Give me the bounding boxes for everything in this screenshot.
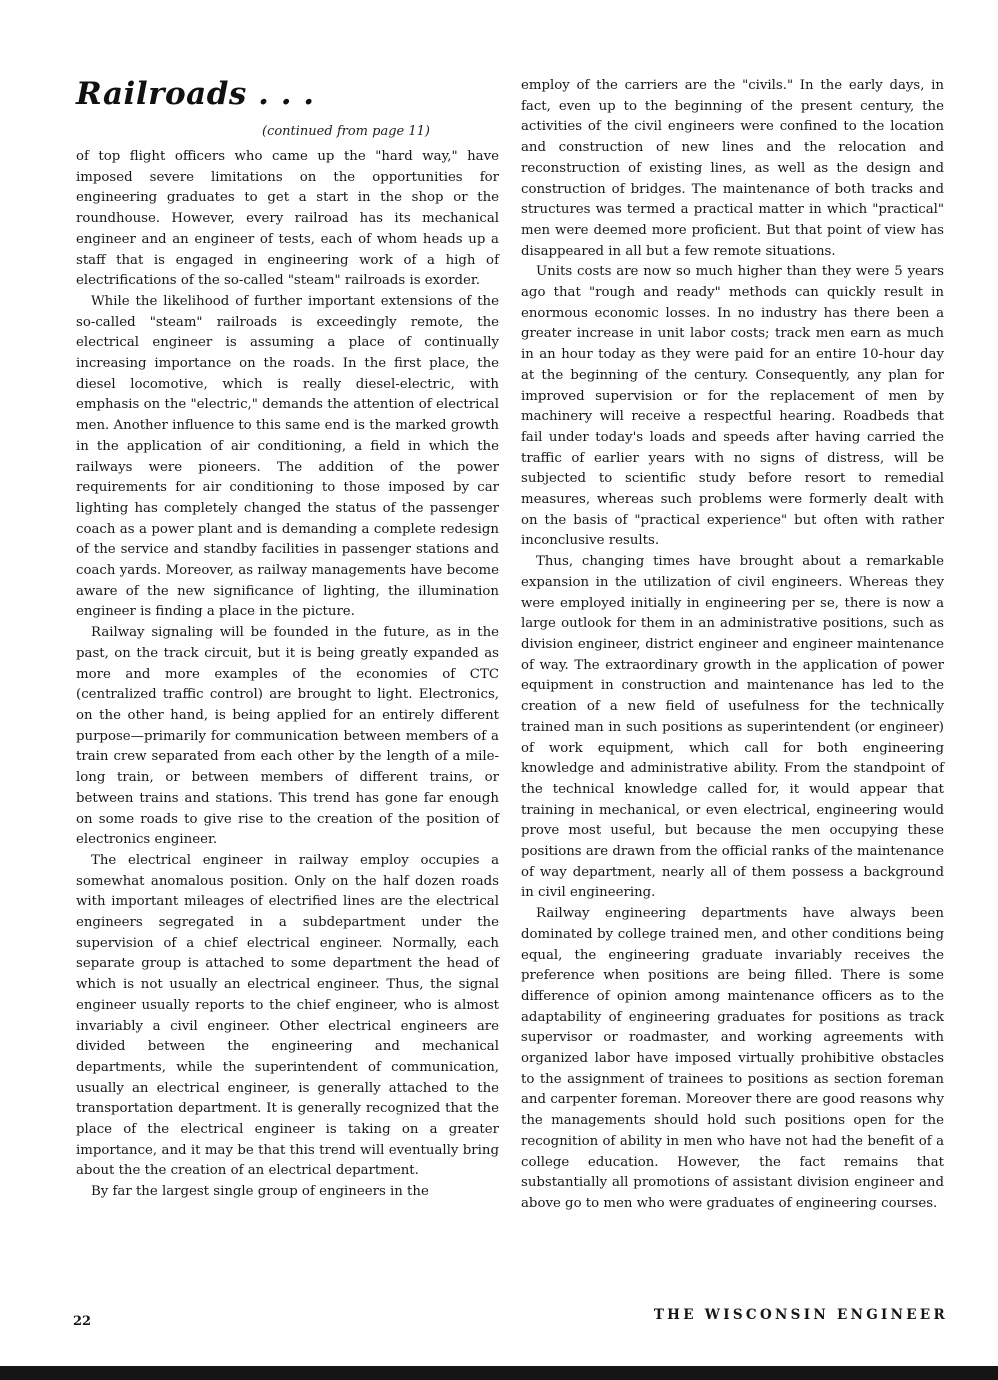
journal-title: THE WISCONSIN ENGINEER xyxy=(653,1307,948,1323)
paragraph: While the likelihood of further important extensions of the so-called "steam" railroads is exceedingly remote, the electrical engineer is assuming a place of continually increasing importance on the roads. In the first place, the diesel locomotive, which is really diesel-electric, with emphasis on the "electric," demands the attention of electrical men. Another influence to this same end is the marked growth in the application of air conditioning, a field in which the railways were pioneers. The addition of the power requirements for air conditioning to those imposed by car lighting has completely changed the status of the passenger coach as a power plant and is demanding a complete redesign of the service and standby facilities in passenger stations and coach yards. Moreover, as railway managements have become aware of the new significance of lighting, the illumination engineer is finding a place in the picture. xyxy=(76,293,499,620)
page-number: 22 xyxy=(73,1314,92,1329)
continued-note: (continued from page 11) xyxy=(262,124,430,139)
paragraph: Railway signaling will be founded in the future, as in the past, on the track circuit, but it is being greatly expanded as more and more examples of the economies of CTC (centralized traffic control) are brought to light. Electronics, on the other hand, is being applied for an entirely different purpose—primarily for communication between members of a train crew separated from each other by the length of a mile-long train, or between members of different trains, or between trains and stations. This trend has gone far enough on some roads to give rise to the creation of the position of electronics engineer. xyxy=(76,625,499,848)
paragraph: of top flight officers who came up the "hard way," have imposed severe limitations on the opportunities for engineering graduates to get a start in the shop or the roundhouse. However, every railroad has its mechanical engineer and an engineer of tests, each of whom heads up a staff that is engaged in engineering work of a high of electrifications of the so-called "steam" railroads is exorder. xyxy=(76,149,499,289)
paragraph: Thus, changing times have brought about a remarkable expansion in the utilization of civil engineers. Whereas they were employed initially in engineering per se, there is now a large outlook for them in an administrative positions, such as division engineer, district engineer and engineer maintenance of way. The extraordinary growth in the application of power equipment in construction and maintenance has led to the creation of a new field of usefulness for the technically trained man in such positions as superintendent (or engineer) of work equipment, which call for both engineering knowledge and administrative ability. From the standpoint of the technical knowledge called for, it would appear that training in mechanical, or even electrical, engineering would prove most useful, but because the men occupying these positions are drawn from the official ranks of the maintenance of way department, nearly all of them possess a background in civil engineering. xyxy=(521,554,944,901)
paragraph: Railway engineering departments have always been dominated by college trained men, and other conditions being equal, the engineering graduate invariably receives the preference when positions are being filled. There is some difference of opinion among maintenance officers as to the adaptability of engineering graduates for positions as track supervisor or roadmaster, and working agreements with organized labor have imposed virtually prohibitive obstacles to the assignment of trainees to positions as section foreman and carpenter foreman. Moreover there are good reasons why the managements should hold such positions open for the recognition of ability in men who have not had the benefit of a college education. However, the fact remains that substantially all promotions of assistant division engineer and above go to men who were graduates of engineering courses. xyxy=(521,906,944,1211)
paragraph: By far the largest single group of engineers in the xyxy=(91,1184,429,1200)
right-column xyxy=(521,76,944,1215)
paragraph: employ of the carriers are the "civils." In the early days, in fact, even up to the beginning of the present century, the activities of the civil engineers were confined to the location and construction of new lines and the relocation and reconstruction of existing lines, as well as the design and construction of bridges. The maintenance of both tracks and structures was termed a practical matter in which "practical" men were deemed more proficient. But that point of view has disappeared in all but a few remote situations. xyxy=(521,78,944,259)
paragraph: Units costs are now so much higher than they were 5 years ago that "rough and ready" methods can quickly result in enormous economic losses. In no industry has there been a greater increase in unit labor costs; track men earn as much in an hour today as they were paid for an entire 10-hour day at the beginning of the century. Consequently, any plan for improved supervision or for the replacement of men by machinery will receive a respectful hearing. Roadbeds that fail under today's loads and speeds after having carried the traffic of earlier years with no signs of distress, will be subjected to scientific study before resort to remedial measures, whereas such problems were formerly dealt with on the basis of "practical experience" but often with rather inconclusive results. xyxy=(521,264,944,549)
left-column xyxy=(76,147,499,1203)
article-heading: Railroads . . . xyxy=(76,76,315,112)
scan-edge xyxy=(0,1366,998,1380)
paragraph: The electrical engineer in railway employ occupies a somewhat anomalous position. Only on the half dozen roads with important mileages of electrified lines are the electrical engineers segregated in a subdepartment under the supervision of a chief electrical engineer. Normally, each separate group is attached to some department the head of which is not usually an electrical engineer. Thus, the signal engineer usually reports to the chief engineer, who is almost invariably a civil engineer. Other electrical engineers are divided between the engineering and mechanical departments, while the superintendent of communication, usually an electrical engineer, is generally attached to the transportation department. It is generally recognized that the place of the electrical engineer is taking on a greater importance, and it may be that this trend will eventually bring about the the creation of an electrical department. xyxy=(76,852,499,1179)
